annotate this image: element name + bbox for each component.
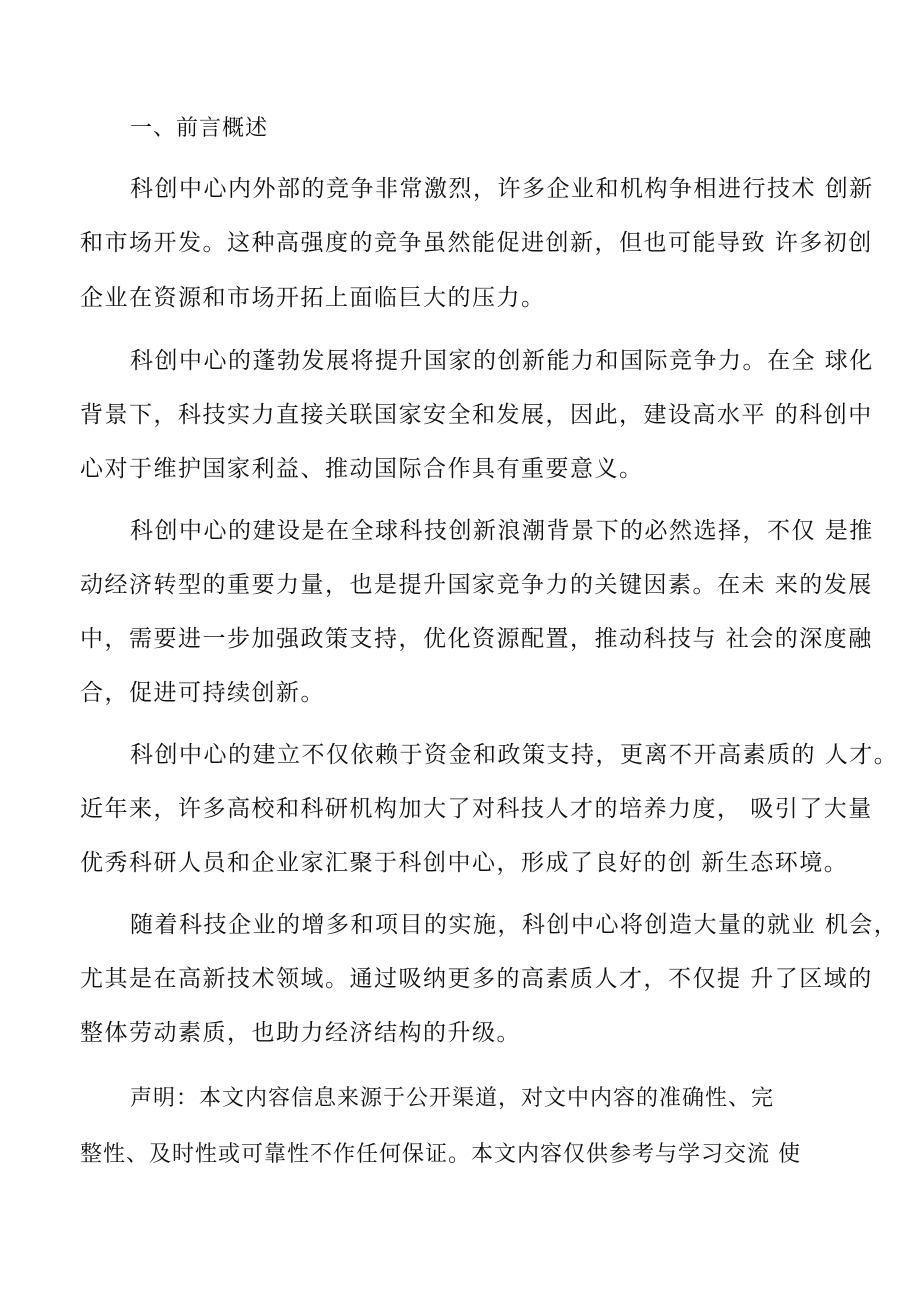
paragraph-line: 企业在资源和市场开拓上面临巨大的压力。	[80, 285, 546, 311]
paragraph-line: 优秀科研人员和企业家汇聚于科创中心，形成了良好的创 新生态环境。	[80, 850, 849, 876]
notice-line: 整性、及时性或可靠性不作任何保证。本文内容仅供参考与学习交流 使	[80, 1142, 801, 1167]
paragraph-line: 心对于维护国家利益、推动国际合作具有重要意义。	[80, 456, 644, 482]
paragraph-line: 随着科技企业的增多和项目的实施，科创中心将创造大量的就业 机会，	[130, 912, 899, 938]
paragraph-line: 科创中心的建立不仅依赖于资金和政策支持，更离不开高素质的 人才。	[130, 742, 899, 768]
paragraph-line: 背景下，科技实力直接关联国家安全和发展，因此，建设高水平 的科创中	[80, 402, 873, 428]
paragraph-line: 近年来，许多高校和科研机构加大了对科技人才的培养力度， 吸引了大量	[80, 796, 873, 822]
paragraph-line: 中，需要进一步加强政策支持，优化资源配置，推动科技与 社会的深度融	[80, 626, 873, 652]
paragraph-line: 科创中心的蓬勃发展将提升国家的创新能力和国际竞争力。在全 球化	[130, 348, 874, 374]
paragraph-line: 合，促进可持续创新。	[80, 680, 325, 706]
paragraph-line: 科创中心内外部的竞争非常激烈，许多企业和机构争相进行技术 创新	[130, 176, 874, 202]
section-heading: 一、前言概述	[130, 116, 269, 141]
notice-line: 声明：本文内容信息来源于公开渠道，对文中内容的准确性、完	[130, 1086, 775, 1111]
paragraph-line: 尤其是在高新技术领域。通过吸纳更多的高素质人才，不仅提 升了区域的	[80, 966, 873, 992]
paragraph-line: 动经济转型的重要力量，也是提升国家竞争力的关键因素。在未 来的发展	[80, 572, 873, 598]
paragraph-line: 和市场开发。这种高强度的竞争虽然能促进创新，但也可能导致 许多初创	[80, 230, 873, 256]
paragraph-line: 整体劳动素质，也助力经济结构的升级。	[80, 1020, 521, 1046]
paragraph-line: 科创中心的建设是在全球科技创新浪潮背景下的必然选择，不仅 是推	[130, 518, 874, 544]
